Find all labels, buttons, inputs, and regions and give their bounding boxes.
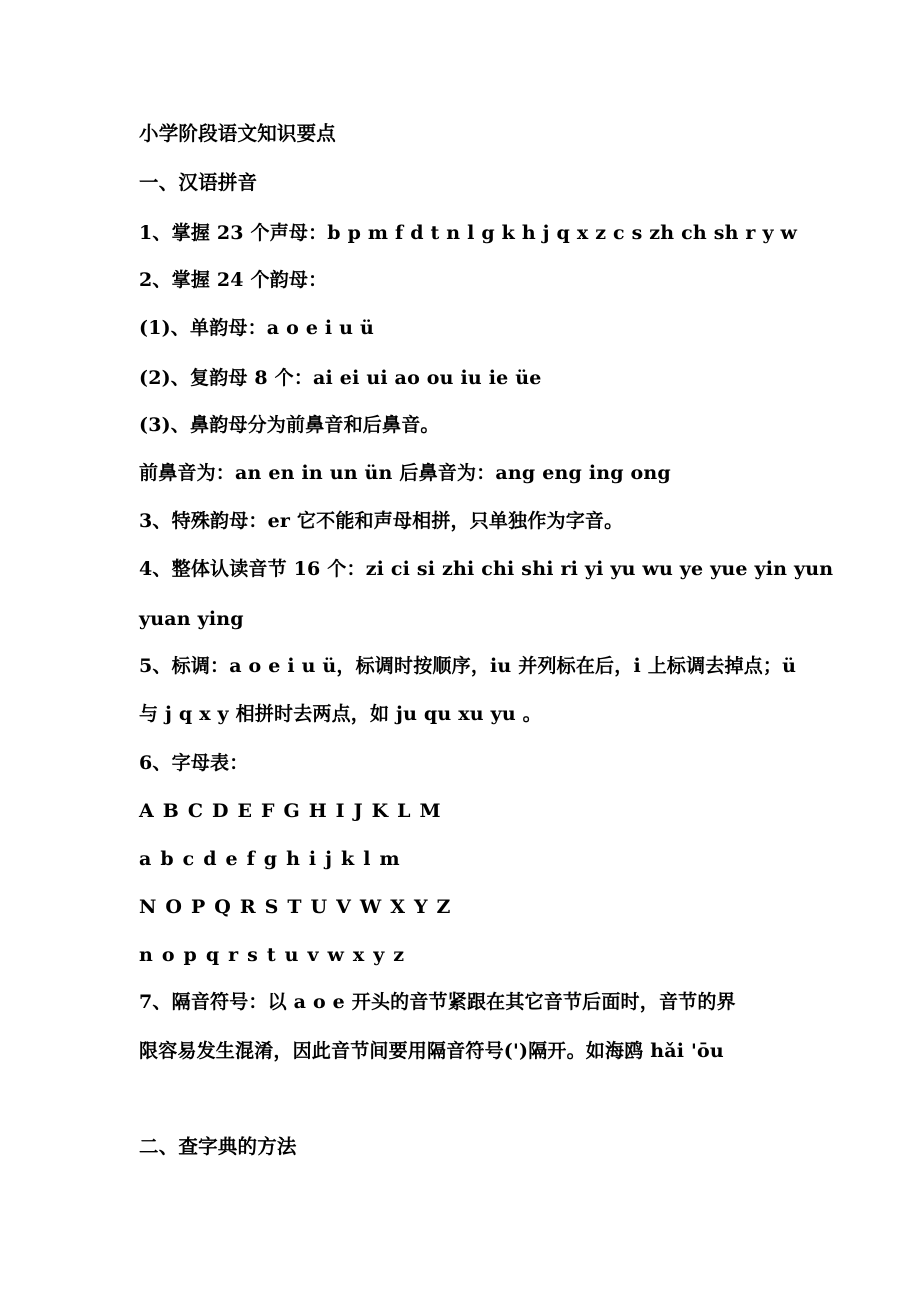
item-alphabet: 6、字母表： — [139, 752, 249, 774]
item-syllable-dividing-mark: 7、隔音符号：以 a o e 开头的音节紧跟在其它音节后面时，音节的界 — [139, 991, 736, 1013]
item-simple-finals: (1)、单韵母：a o e i u ü — [139, 317, 374, 339]
item-tone-marking-cont: 与 j q x y 相拼时去两点，如 ju qu xu yu 。 — [139, 703, 542, 725]
alphabet-lower-a-m: a b c d e f g h i j k l m — [139, 848, 401, 870]
document-title: 小学阶段语文知识要点 — [139, 122, 337, 145]
section-heading-pinyin: 一、汉语拼音 — [139, 171, 258, 194]
item-whole-syllables-cont: yuan ying — [139, 608, 244, 630]
item-nasal-finals-detail: 前鼻音为：an en in un ün 后鼻音为：ang eng ing ong — [139, 462, 671, 484]
item-finals: 2、掌握 24 个韵母： — [139, 269, 328, 291]
alphabet-lower-n-z: n o p q r s t u v w x y z — [139, 944, 406, 966]
item-tone-marking: 5、标调：a o e i u ü，标调时按顺序，iu 并列标在后，i 上标调去掉点；ü — [139, 655, 797, 677]
item-special-final: 3、特殊韵母：er 它不能和声母相拼，只单独作为字音。 — [139, 510, 624, 532]
item-syllable-dividing-mark-cont: 限容易发生混淆，因此音节间要用隔音符号(')隔开。如海鸥 hǎi 'ōu — [139, 1040, 724, 1062]
alphabet-upper-n-z: N O P Q R S T U V W X Y Z — [139, 896, 452, 918]
item-compound-finals: (2)、复韵母 8 个：ai ei ui ao ou iu ie üe — [139, 367, 542, 389]
alphabet-upper-a-m: A B C D E F G H I J K L M — [139, 800, 442, 822]
section-heading-dictionary: 二、查字典的方法 — [139, 1135, 297, 1158]
item-initials: 1、掌握 23 个声母：b p m f d t n l g k h j q x z c s zh ch sh r y w — [139, 222, 798, 244]
item-whole-syllables: 4、整体认读音节 16 个：zi ci si zhi chi shi ri yi yu wu ye yue yin yun — [139, 558, 834, 580]
item-nasal-finals: (3)、鼻韵母分为前鼻音和后鼻音。 — [139, 414, 440, 436]
